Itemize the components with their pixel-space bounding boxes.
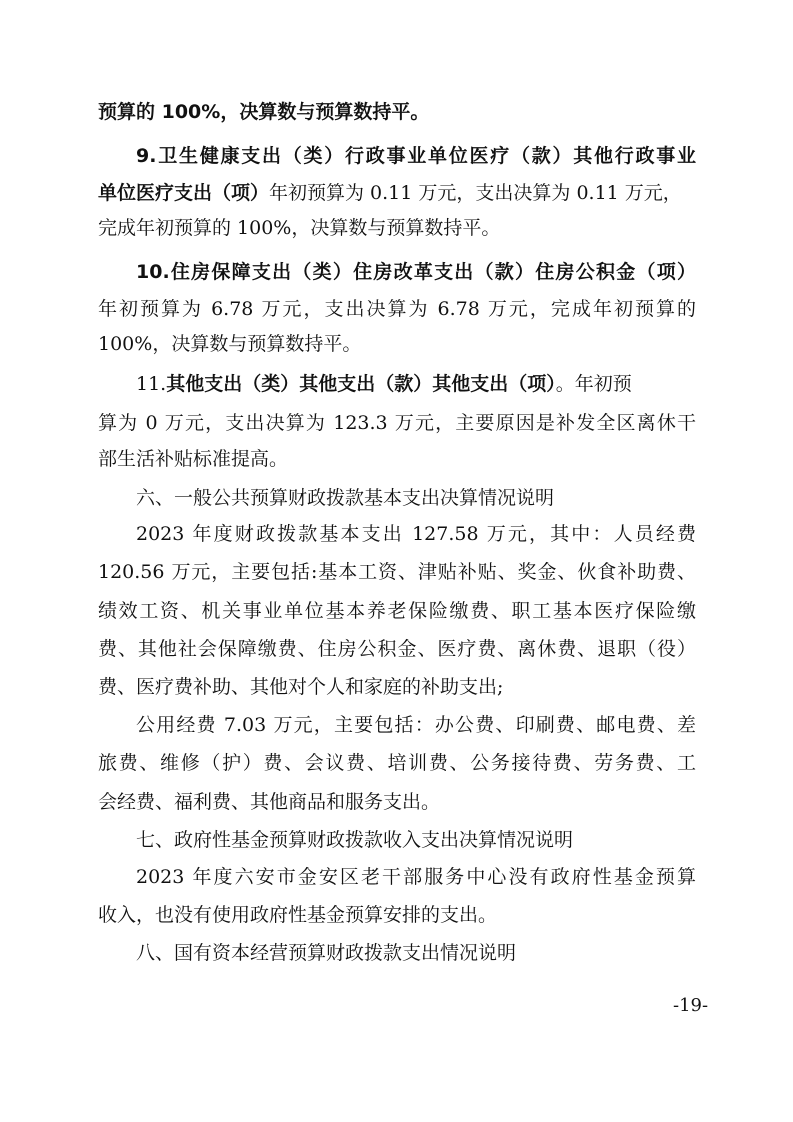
paragraph-line (136, 521, 696, 547)
line-text: 2023 年度财政拨款基本支出 127.58 万元，其中：人员经费 (136, 523, 696, 545)
paragraph-line (98, 331, 361, 357)
paragraph-line (98, 446, 288, 472)
line-text: 部生活补贴标准提高。 (98, 448, 289, 470)
paragraph-line (98, 559, 696, 585)
paragraph-line (98, 410, 696, 436)
paragraph-line (136, 371, 696, 397)
line-text: 费、医疗费补助、其他对个人和家庭的补助支出; (98, 676, 504, 698)
line-text: 年初预算为 0.11 万元，支出决算为 0.11 万元， (269, 182, 682, 204)
line-text: 。年初预 (555, 373, 632, 395)
line-text: 预算的 100%，决算数与预算数持平。 (98, 101, 430, 123)
section-heading (136, 827, 573, 853)
section-heading (136, 940, 516, 966)
paragraph-line (98, 180, 696, 206)
paragraph-line (98, 789, 440, 815)
item-title: 10.住房保障支出（类）住房改革支出（款）住房公积金（项） (136, 261, 696, 283)
paragraph-line (98, 99, 429, 125)
section-heading-text: 八、国有资本经营预算财政拨款支出情况说明 (136, 942, 517, 964)
paragraph-line (98, 674, 503, 700)
paragraph-line (136, 143, 696, 169)
line-text: 费、其他社会保障缴费、住房公积金、医疗费、离休费、退职（役） (98, 638, 696, 660)
item-title: 单位医疗支出（项） (98, 182, 270, 204)
paragraph-line (98, 902, 497, 928)
section-heading (136, 485, 554, 511)
item-number: 11. (136, 373, 167, 395)
line-text: 旅费、维修（护）费、会议费、培训费、公务接待费、劳务费、工 (98, 752, 696, 774)
page-number: -19- (673, 995, 709, 1016)
line-text: 绩效工资、机关事业单位基本养老保险缴费、职工基本医疗保险缴 (98, 600, 696, 622)
paragraph-line (136, 864, 696, 890)
item-title: 9.卫生健康支出（类）行政事业单位医疗（款）其他行政事业 (136, 145, 696, 167)
line-text: 100%，决算数与预算数持平。 (98, 333, 362, 355)
line-text: 会经费、福利费、其他商品和服务支出。 (98, 791, 441, 813)
paragraph-line (98, 750, 696, 776)
paragraph-line (98, 598, 696, 624)
paragraph-line (136, 712, 696, 738)
item-title: 其他支出（类）其他支出（款）其他支出（项） (166, 373, 556, 395)
line-text: 年初预算为 6.78 万元，支出决算为 6.78 万元，完成年初预算的 (98, 298, 696, 320)
line-text: 公用经费 7.03 万元，主要包括：办公费、印刷费、邮电费、差 (136, 714, 696, 736)
line-text: 2023 年度六安市金安区老干部服务中心没有政府性基金预算 (136, 866, 696, 888)
paragraph-line (98, 636, 696, 662)
line-text: 收入，也没有使用政府性基金预算安排的支出。 (98, 904, 498, 926)
paragraph-line (136, 259, 696, 285)
section-heading-text: 七、政府性基金预算财政拨款收入支出决算情况说明 (136, 829, 574, 851)
line-text: 120.56 万元，主要包括:基本工资、津贴补贴、奖金、伙食补助费、 (98, 561, 696, 583)
line-text: 算为 0 万元，支出决算为 123.3 万元，主要原因是补发全区离休干 (98, 412, 696, 434)
line-text: 完成年初预算的 100%，决算数与预算数持平。 (98, 217, 501, 239)
section-heading-text: 六、一般公共预算财政拨款基本支出决算情况说明 (136, 487, 555, 509)
paragraph-line (98, 296, 696, 322)
paragraph-line (98, 215, 500, 241)
